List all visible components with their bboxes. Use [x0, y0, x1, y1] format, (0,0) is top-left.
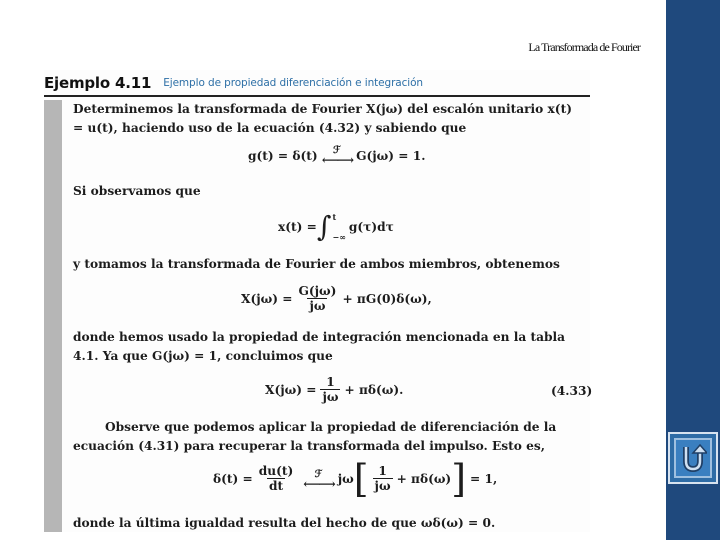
- double-arrow-icon: ⟵⟶: [321, 153, 353, 167]
- slide-title: La Transformada de Fourier: [528, 40, 640, 54]
- eq3-numerator: G(jω): [298, 284, 337, 298]
- eq3-fraction: [296, 284, 338, 314]
- example-header: [44, 70, 423, 96]
- equation-5: [213, 457, 498, 501]
- eq3-left: X(jω) =: [241, 292, 293, 306]
- eq5-numerator: du(t): [258, 464, 294, 478]
- eq2-body: g(τ)dτ: [348, 220, 394, 234]
- eq4-left: X(jω) =: [265, 383, 317, 397]
- eq3-denominator: jω: [309, 299, 326, 313]
- equation-number: (4.33): [551, 384, 593, 398]
- paragraph-1: Determinemos la transformada de Fourier X(jω) del escalón unitario x(t) = u(t), haciendo uso de la ecuación (4.32) y sabiendo que: [73, 102, 572, 135]
- eq4-numerator: 1: [326, 375, 335, 389]
- integral-sign-icon: ∫: [316, 210, 332, 243]
- eq5-inner-numerator: 1: [378, 464, 387, 478]
- eq5-jw: jω: [337, 472, 354, 486]
- upper-limit: t: [332, 212, 337, 222]
- eq4-denominator: jω: [322, 390, 339, 404]
- return-button-frame: [674, 438, 712, 478]
- fourier-arrow: [322, 146, 352, 165]
- header-rule: [44, 95, 590, 97]
- eq5-left: δ(t) =: [213, 472, 253, 486]
- example-number: Ejemplo 4.11: [44, 74, 152, 92]
- right-bracket-icon: ]: [451, 457, 467, 501]
- left-bracket-icon: [: [353, 457, 369, 501]
- return-button[interactable]: [668, 432, 718, 484]
- eq5-inner-fraction: [373, 464, 393, 494]
- margin-gray-bar: [44, 100, 62, 532]
- fourier-symbol-2: ℱ: [314, 468, 323, 480]
- eq5-inner-right: + πδ(ω): [396, 472, 452, 486]
- example-subtitle: Ejemplo de propiedad diferenciación e integración: [163, 77, 423, 89]
- fourier-symbol: ℱ: [332, 145, 341, 156]
- paragraph-3: y tomamos la transformada de Fourier de ambos miembros, obtenemos: [73, 257, 560, 271]
- eq4-right: + πδ(ω).: [344, 383, 404, 397]
- u-turn-return-icon: [679, 443, 707, 473]
- equation-2: [278, 212, 394, 242]
- eq4-fraction: [320, 375, 340, 405]
- eq5-inner-denominator: jω: [374, 479, 391, 493]
- eq3-right: + πG(0)δ(ω),: [342, 292, 432, 306]
- eq5-end: = 1,: [470, 472, 498, 486]
- paragraph-6: donde la última igualdad resulta del hecho de que ωδ(ω) = 0.: [73, 516, 496, 530]
- equation-1: [248, 146, 425, 165]
- eq5-denominator: dt: [268, 479, 284, 493]
- paragraph-5: Observe que podemos aplicar la propiedad de diferenciación de la ecuación (4.31) para recuperar la transformada del impulso. Esto es,: [73, 420, 557, 453]
- lower-limit: −∞: [332, 232, 346, 242]
- fourier-arrow-2: [303, 470, 333, 489]
- equation-4: [265, 375, 403, 405]
- textbook-scan: [44, 70, 593, 532]
- paragraph-4: donde hemos usado la propiedad de integración mencionada en la tabla 4.1. Ya que G(jω) = 1, concluimos que: [73, 330, 566, 363]
- eq1-right: G(jω) = 1.: [356, 148, 426, 163]
- integral: [317, 212, 349, 242]
- equation-3: [241, 284, 432, 314]
- integral-limits: [332, 212, 345, 242]
- eq1-left: g(t) = δ(t): [248, 148, 318, 163]
- double-arrow-icon-2: ⟵⟶: [303, 476, 334, 491]
- eq2-left: x(t) =: [278, 220, 317, 234]
- eq5-fraction: [257, 464, 296, 494]
- paragraph-2: Si observamos que: [73, 184, 201, 198]
